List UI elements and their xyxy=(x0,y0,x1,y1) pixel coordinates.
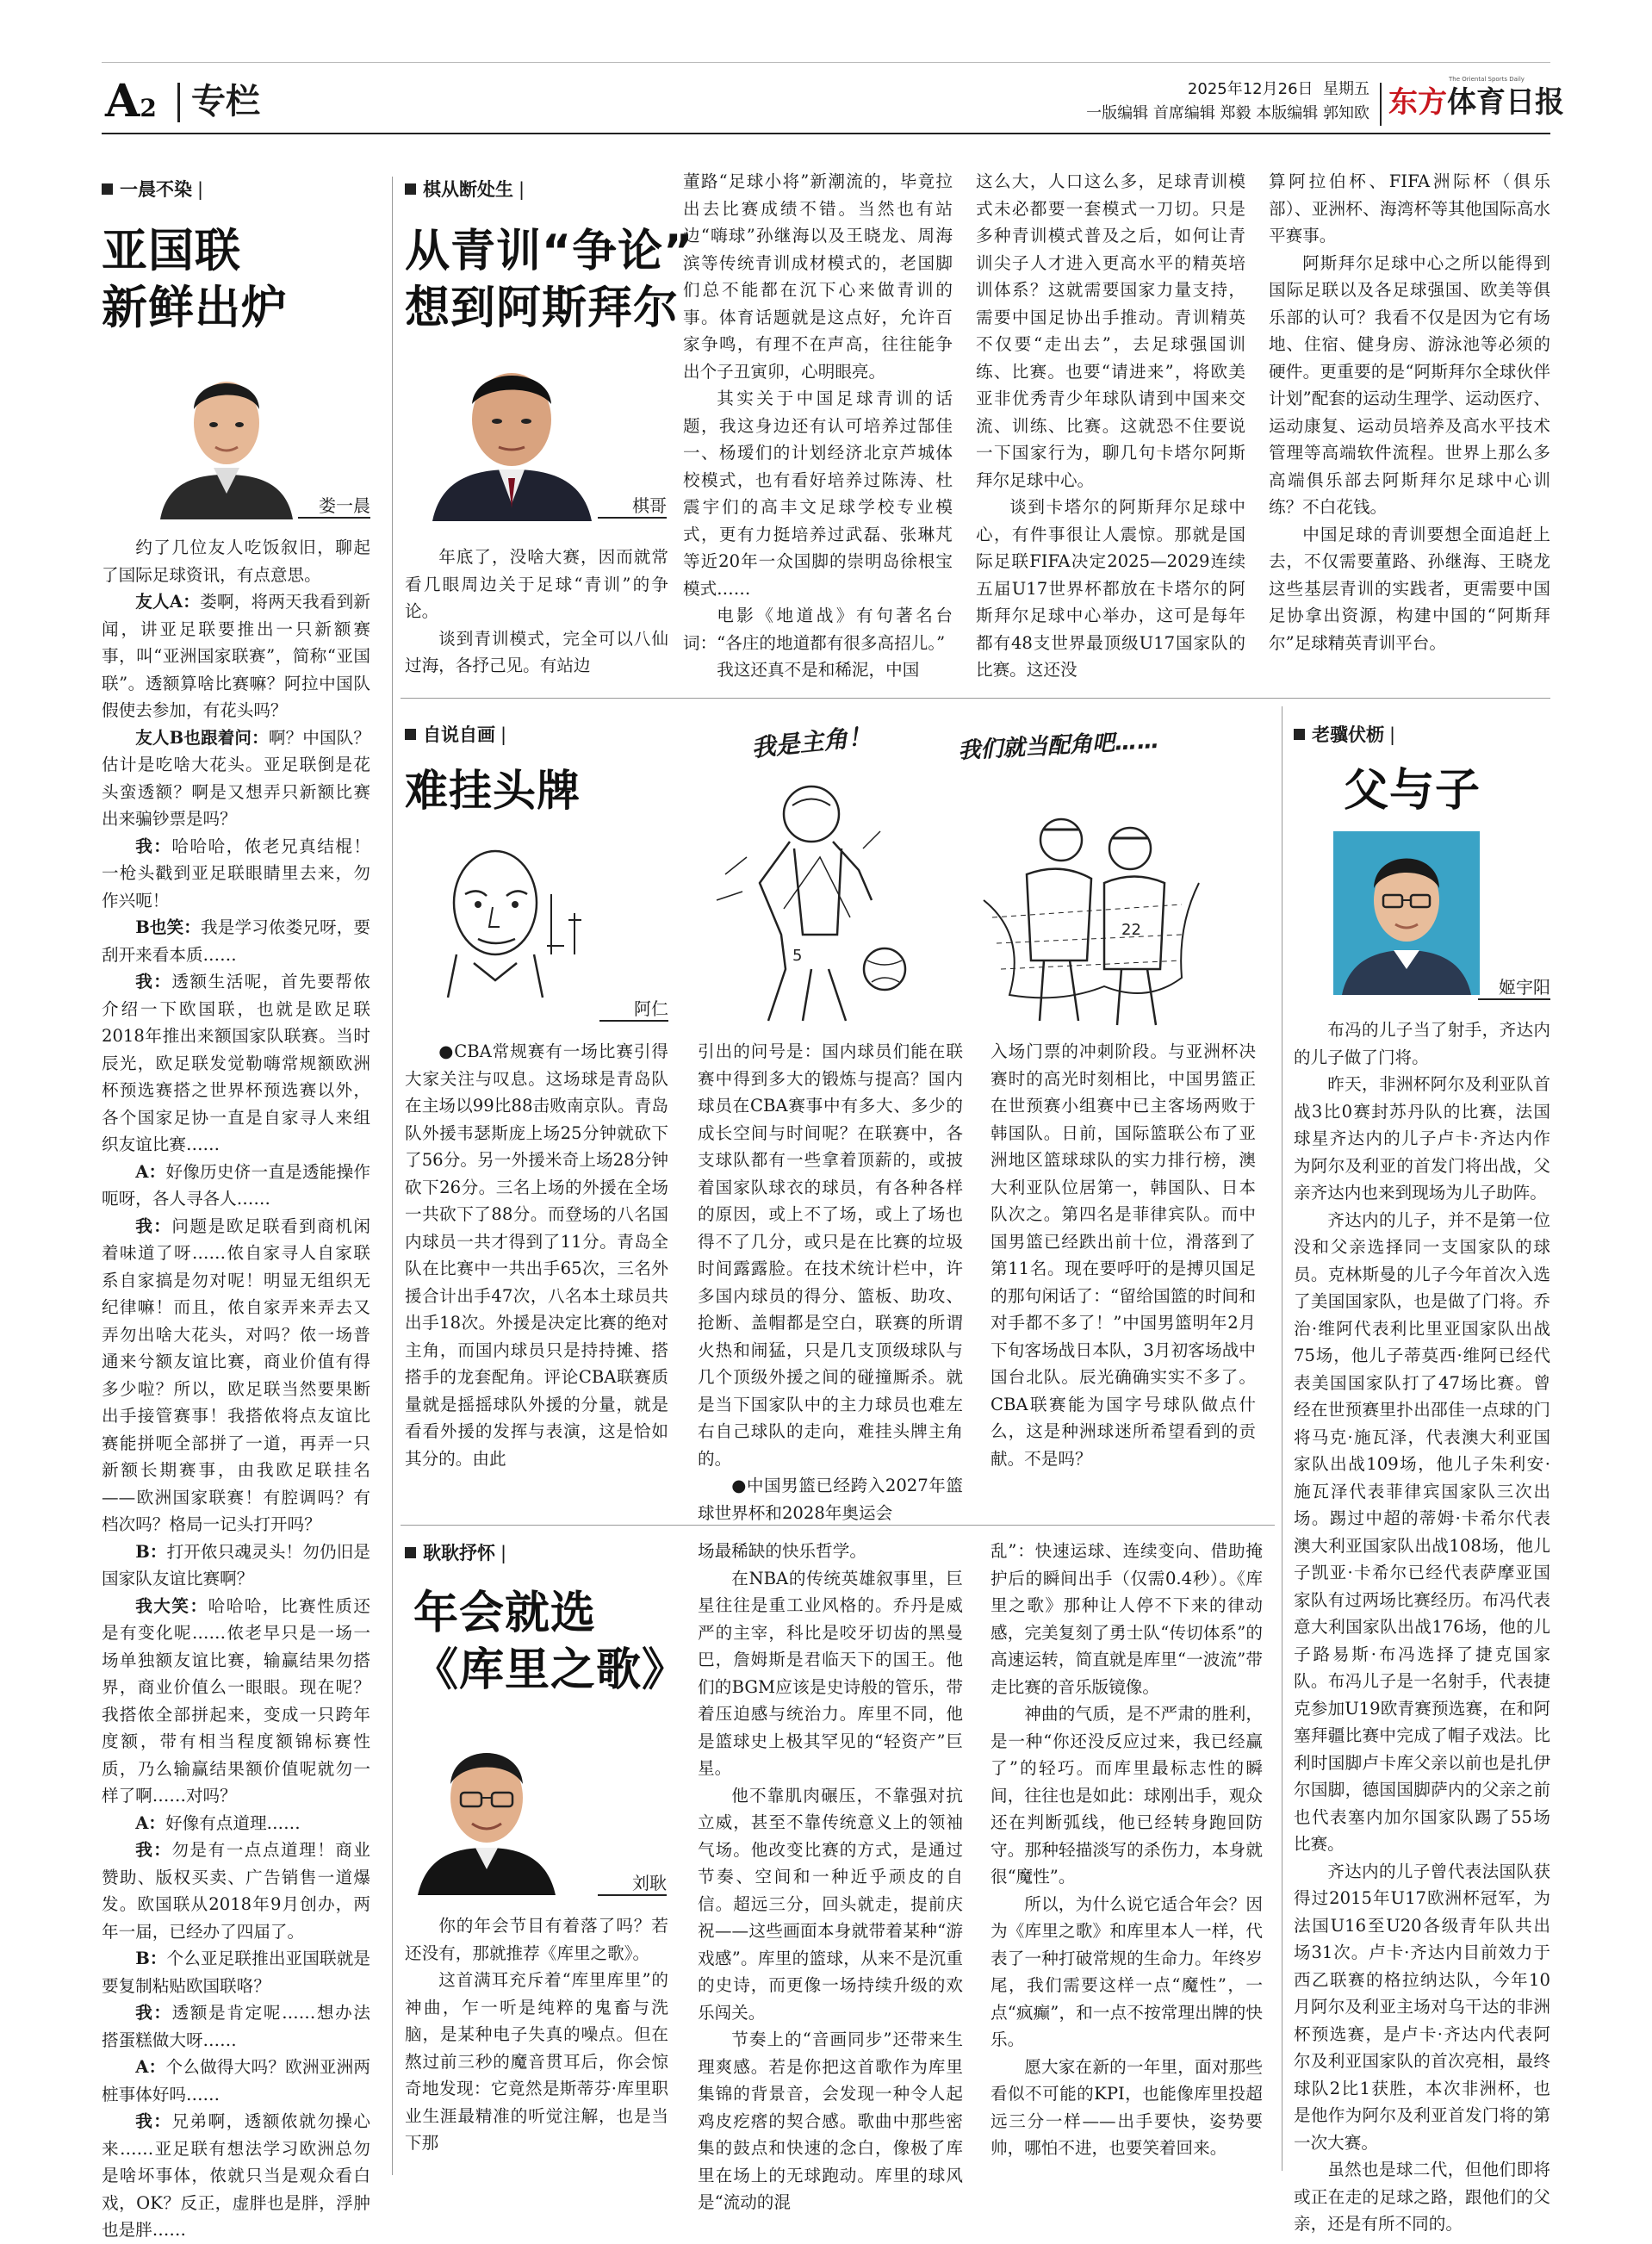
col1-paragraph: A：个么做得大吗？欧洲亚洲两桩事体好吗…… xyxy=(102,2057,371,2104)
sec5-paragraph: 这首满耳充斥着“库里库里”的神曲，乍一听是纯粹的鬼畜与洗脑，是某种电子失真的噪点。但在熬过前三秒的魔音贯耳后，你会惊奇地发现：它竟然是斯蒂芬·库里职业生涯最精准的听觉注解，也是当下那 xyxy=(405,1970,668,2153)
col4-section: 老骥伏枥 xyxy=(1312,724,1384,745)
brand-divider xyxy=(1380,83,1382,126)
brand-red: 东方 xyxy=(1388,85,1447,120)
sec3-body-a xyxy=(405,1038,668,1472)
section-rule xyxy=(401,1525,1275,1526)
sec3-paragraph: 引出的问号是：国内球员们能在联赛中得到多大的锻炼与提高？国内球员在CBA赛事中有多大、多少的成长空间与时间呢？在联赛中，各支球队都有一些拿着顶薪的，或披着国家队球衣的球员，有各种各样的原因，或上不了场，或上了场也得不了几分，或只是在比赛的垃圾时间露露脸。在技术统计栏中，许多国内球员的得分、篮板、助攻、抢断、盖帽都是空白，联赛的所谓火热和闹猛，只是几支顶级球队与几个顶级外援之间的碰撞厮杀。就是当下国家队中的主力球员也难左右自己球队的走向，难挂头牌主角的。 xyxy=(698,1041,963,1469)
col2-headline-line-1: 从青训“争论” xyxy=(405,226,694,277)
sec5-paragraph: 节奏上的“音画同步”还带来生理爽感。若是你把这首歌作为库里集锦的背景音，会发现一种令人起鸡皮疙瘩的契合感。歌曲中那些密集的鼓点和快速的念白，像极了库里在场上的无球跑动。库里的球风是“流动的混 xyxy=(698,2030,963,2212)
col2-section: 棋从断处生 xyxy=(423,179,513,200)
col2-body-b xyxy=(683,168,953,684)
col2-body-d xyxy=(1269,168,1550,656)
col1-paragraph: 我大笑：哈哈哈，比赛性质还是有变化呢……侬老早只是一场一场单独额友谊比赛，输赢结果勿搭界，商业价值么一眼眼。现在呢？我搭侬全部拼起来，变成一只跨年度额，带有相当程度额锦标赛性质，乃么输赢结果额价值呢就勿一样了啊……对吗？ xyxy=(102,1595,370,1806)
portrait-icon xyxy=(413,1727,560,1895)
section-square-icon xyxy=(405,183,416,195)
sec5-paragraph: 在NBA的传统英雄叙事里，巨星往往是重工业风格的。乔丹是威严的主宰，科比是咬牙切齿的黑曼巴，詹姆斯是君临天下的国王。他们的BGM应该是史诗般的管乐，带着压迫感与统治力。库里不同，他是篮球史上极其罕见的“轻资产”巨星。 xyxy=(698,1568,963,1778)
sec3-section-label: 自说自画 | xyxy=(405,724,506,746)
col2-headline xyxy=(405,223,698,337)
col2-section-label: 棋从断处生 | xyxy=(405,178,525,201)
sec5-section-label: 耿耿抒怀 | xyxy=(405,1542,506,1564)
sec5-author-photo xyxy=(413,1727,560,1895)
col1-paragraph: 我：透额生活呢，首先要帮侬介绍一下欧国联，也就是欧足联2018年推出来额国家队联赛。当时辰光，欧足联发觉勒嗨常规额欧洲杯预选赛搭之世界杯预选赛以外，各个国家足协一直是自家寻人来组织友谊比赛…… xyxy=(102,972,370,1154)
sec5-paragraph: 你的年会节目有着落了吗？若还没有，那就推荐《库里之歌》。 xyxy=(405,1916,668,1963)
edition-info xyxy=(982,78,1369,126)
sec3-caricature xyxy=(439,834,594,998)
sec5-paragraph: 场最稀缺的快乐哲学。 xyxy=(698,1541,866,1561)
page-letter: A xyxy=(105,75,140,127)
col1-byline: 娄一晨 xyxy=(298,492,370,519)
col1-paragraph: 我：透额是肯定呢……想办法搭蛋糕做大呀…… xyxy=(102,2003,371,2050)
sec3-body-b xyxy=(698,1038,963,1526)
caricature-icon xyxy=(439,834,594,998)
col1-paragraph: B：打开侬只魂灵头！勿仍旧是国家队友谊比赛啊？ xyxy=(102,1541,370,1588)
section-name: 专栏 xyxy=(191,82,260,121)
col2-body-a xyxy=(405,544,668,680)
portrait-icon xyxy=(153,356,300,519)
sec5-headline-line-2: 《库里之歌》 xyxy=(413,1644,688,1696)
col2-body-c xyxy=(976,168,1245,684)
col1-body xyxy=(102,534,370,2244)
col2-paragraph: 其实关于中国足球青训的话题，我这身边还有认可培养过郜佳一、杨瑷们的计划经济北京芦城体校模式，也有看好培养过陈涛、杜震宇们的高丰文足球学校专业模式，更有力挺培养过武磊、张琳芃等近20年一众国脚的崇明岛徐根宝模式…… xyxy=(683,389,953,599)
cartoon-caption-2: 我们就当配角吧…… xyxy=(957,727,1160,765)
col1-paragraph: A：好像历史侪一直是透能操作呃呀，各人寻各人…… xyxy=(102,1161,371,1209)
sec5-body-a xyxy=(405,1912,668,2157)
col2-author-photo xyxy=(428,349,596,521)
col4-section-label: 老骥伏枥 | xyxy=(1294,724,1395,746)
col2-paragraph: 谈到卡塔尔的阿斯拜尔足球中心，有件事很让人震惊。那就是国际足联FIFA决定2025—2029连续五届U17世界杯都放在卡塔尔的阿斯拜尔足球中心举办，这可是每年都有48支世界最顶级U17国家队的比赛。这还没 xyxy=(976,497,1245,680)
col1-headline-line-2: 新鲜出炉 xyxy=(102,282,288,334)
sec3-byline: 阿仁 xyxy=(599,995,668,1022)
col4-paragraph: 布冯的儿子当了射手，齐达内的儿子做了门将。 xyxy=(1294,1020,1550,1067)
sec5-headline-line-1: 年会就选 xyxy=(413,1588,597,1639)
col1-paragraph: 约了几位友人吃饭叙旧，聊起了国际足球资讯，有点意思。 xyxy=(102,538,370,585)
col2-paragraph: 这么大，人口这么多，足球青训模式未必都要一套模式一刀切。只是多种青训模式普及之后，如何让青训尖子人才进入更高水平的精英培训体系？这就需要国家力量支持，需要中国足协出手推动。青训精英不仅要“走出去”，去足球强国训练、比赛。也要“请进来”，将欧美亚非优秀青少年球队请到中国来交流、训练、比赛。这就恐不住要说一下国家行为，聊几句卡塔尔阿斯拜尔足球中心。 xyxy=(976,171,1245,490)
svg-text:5: 5 xyxy=(792,947,803,965)
sec3-paragraph: 入场门票的冲刺阶段。与亚洲杯决赛时的高光时刻相比，中国男篮正在世预赛小组赛中已主客场两败于韩国队。日前，国际篮联公布了亚洲地区篮球球队的实力排行榜，澳大利亚队位居第一，韩国队、日本队次之。第四名是菲律宾队。而中国男篮已经跌出前十位，滑落到了第11名。现在要呼吁的是搏贝国足的那句闲话了：“留给国篮的时间和对手都不多了！”中国男篮明年2月下旬客场战日本队，3月初客场战中国台北队。辰光确确实实不多了。CBA联赛能为国字号球队做点什么，这是种洲球迷所希望看到的贡献。不是吗？ xyxy=(991,1041,1256,1469)
col1-paragraph: B也笑：我是学习侬娄兄呀，要刮开来看本质…… xyxy=(102,917,371,965)
page-digit: 2 xyxy=(140,94,157,122)
masthead-divider xyxy=(177,83,180,122)
col1-paragraph: A：好像有点道理…… xyxy=(135,1812,301,1833)
section-square-icon xyxy=(1294,729,1305,740)
col1-paragraph: 我：勿是有一点点道理！商业赞助、版权买卖、广告销售一道爆发。欧国联从2018年9月创办，两年一届，已经办了四届了。 xyxy=(102,1840,370,1942)
col1-author-photo xyxy=(153,356,300,519)
date-line xyxy=(982,78,1369,102)
section-square-icon xyxy=(405,1547,416,1558)
sec5-paragraph: 神曲的气质，是不严肃的胜利，是一种“你还没反应过来，我已经赢了”的轻巧。而库里最标志性的瞬间，往往也是如此：球刚出手，观众还在判断弧线，他已经转身跑回防守。那种轻描淡写的杀伤力，本身就很“魔性”。 xyxy=(991,1704,1263,1887)
issue-weekday: 星期五 xyxy=(1323,80,1369,98)
sec5-section: 耿耿抒怀 xyxy=(423,1543,495,1563)
col4-paragraph: 虽然也是球二代，但他们即将或正在走的足球之路，跟他们的父亲，还是有所不同的。 xyxy=(1294,2160,1550,2234)
section-square-icon xyxy=(102,183,113,195)
sec3-paragraph: ●中国男篮已经跨入2027年篮球世界杯和2028年奥运会 xyxy=(698,1476,963,1523)
masthead-rule xyxy=(102,133,1550,134)
brand-black: 体育日报 xyxy=(1447,85,1564,120)
portrait-icon xyxy=(428,349,596,521)
col4-body xyxy=(1294,1016,1550,2238)
sec5-paragraph: 乱”：快速运球、连续变向、借助掩护后的瞬间出手（仅需0.4秒）。《库里之歌》那种让人停不下来的律动感，完美复刻了勇士队“传切体系”的高速运转，简直就是库里“一波流”带走比赛的音乐版镜像。 xyxy=(991,1541,1263,1697)
section-square-icon xyxy=(405,729,416,740)
col1-paragraph: 友人A：娄啊，将两天我看到新闻，讲亚足联要推出一只新额赛事，叫“亚洲国家联赛”，简称“亚国联”。透额算啥比赛嘛？阿拉中国队假使去参加，有花头吗？ xyxy=(102,592,371,720)
col4-byline: 姬宇阳 xyxy=(1478,973,1550,1000)
col1-headline xyxy=(102,223,394,337)
sec3-paragraph: ●CBA常规赛有一场比赛引得大家关注与叹息。这场球是青岛队在主场以99比88击败南京队。青岛队外援韦瑟斯庞上场25分钟就砍下了56分。另一外援米奇上场28分钟砍下26分。三名上场的外援在全场一共砍下了88分。而登场的八名国内球员一共才得到了11分。青岛全队在比赛中一共出手65次，三名外援合计出手47次，八名本土球员共出手18次。外援是决定比赛的绝对主角，而国内球员只是持持摊、搭搭手的龙套配角。评论CBA联赛质量就是摇摇球队外援的分量，就是看看外援的发挥与表演，这是恰如其分的。由此 xyxy=(405,1041,668,1469)
sec3-body-c xyxy=(991,1038,1256,1472)
col2-paragraph: 电影《地道战》有句著名台词：“各庄的地道都有很多高招儿。” xyxy=(683,606,953,653)
col4-paragraph: 齐达内的儿子，并不是第一位没和父亲选择同一支国家队的球员。克林斯曼的儿子今年首次入选了美国国家队，也是做了门将。乔治·维阿代表利比里亚国家队出战75场，他儿子蒂莫西·维阿已经代表美国国家队打了47场比赛。曾经在世预赛里扑出邵佳一点球的门将马克·施瓦泽，代表澳大利亚国家队出战109场，他儿子朱利安·施瓦泽代表菲律宾国家队三次出场。踢过中超的蒂姆·卡希尔代表澳大利亚国家队出战108场，他儿子凯亚·卡希尔已经代表萨摩亚国家队有过两场比赛经历。布冯代表意大利国家队出战176场，他的儿子路易斯·布冯选择了捷克国家队。布冯儿子是一名射手，代表捷克参加U19欧青赛预选赛，在和阿塞拜疆比赛中完成了帽子戏法。比利时国脚卢卡库父亲以前也是扎伊尔国脚，德国国脚萨内的父亲之前也代表塞内加尔国家队踢了55场比赛。 xyxy=(1294,1209,1550,1854)
issue-date: 2025年12月26日 xyxy=(1187,80,1314,98)
column-rule xyxy=(392,177,393,2175)
section-rule xyxy=(401,698,1550,699)
cartoon-illustration-icon xyxy=(699,719,1268,1038)
cartoon-caption-1: 我是主角！ xyxy=(749,721,873,763)
col1-paragraph: 友人B也跟着问：啊？中国队？估计是吃啥大花头。亚足联倒是花头蛮透额？啊是又想弄只新额比赛出来骗钞票是吗？ xyxy=(102,727,371,829)
col1-paragraph: 我：问题是欧足联看到商机闲着味道了呀……侬自家寻人自家联系自家搞是勿对呢！明显无组织无纪律嘛！而且，侬自家弄来弄去又弄勿出啥大花头，对吗？侬一场普通来兮额友谊比赛，商业价值有得多少啦？所以，欧足联当然要果断出手接管赛事！我搭侬将点友谊比赛能拼呃全部拼了一道，再弄一只新额长期赛事，由我欧足联挂名——欧洲国家联赛！有腔调吗？有档次吗？格局一记头打开吗？ xyxy=(102,1215,370,1534)
col4-headline: 父与子 xyxy=(1344,765,1481,817)
sec5-paragraph: 所以，为什么说它适合年会？因为《库里之歌》和库里本人一样，代表了一种打破常规的生命力。年终岁尾，我们需要这样一点“魔性”，一点“疯癫”，和一点不按常理出牌的快乐。 xyxy=(991,1893,1263,2049)
col1-paragraph: B：个么亚足联推出亚国联就是要复制粘贴欧国联咯？ xyxy=(102,1949,370,1996)
sec5-paragraph: 他不靠肌肉碾压，不靠强对抗立威，甚至不靠传统意义上的领袖气场。他改变比赛的方式，是通过节奏、空间和一种近乎顽皮的自信。超远三分，回头就走，提前庆祝——这些画面本身就带着某种“游戏感”。库里的篮球，从来不是沉重的史诗，而更像一场持续升级的欢乐闯关。 xyxy=(698,1785,963,2023)
col2-paragraph: 我这还真不是和稀泥，中国 xyxy=(717,660,920,680)
sec5-body-b xyxy=(698,1538,963,2216)
col2-paragraph: 谈到青训模式，完全可以八仙过海，各抒己见。有站边 xyxy=(405,628,668,675)
col4-paragraph: 齐达内的儿子曾代表法国队获得过2015年U17欧洲杯冠军，为法国U16至U20各级青年队共出场31次。卢卡·齐达内目前效力于西乙联赛的格拉纳达队，今年10月阿尔及利亚主场对乌干达的非洲杯预选赛，是卢卡·齐达内代表阿尔及利亚国家队的首次亮相，最终球队2比1获胜，本次非洲杯，也是他作为阿尔及利亚首发门将的第一次大赛。 xyxy=(1294,1861,1550,2153)
col2-headline-line-2: 想到阿斯拜尔 xyxy=(405,283,680,334)
col2-paragraph: 董路“足球小将”新潮流的，毕竟拉出去比赛成绩不错。当然也有站边“嗨球”孙继海以及王晓龙、周海滨等传统青训成材模式的，老国脚们总不能都在沉下心来做青训的事。体育话题就是这点好，允许百家争鸣，有理不在声高，往往能争出个子丑寅卯，心明眼亮。 xyxy=(683,171,953,382)
brand-en: The Oriental Sports Daily xyxy=(1449,76,1525,83)
col2-paragraph: 算阿拉伯杯、FIFA洲际杯（俱乐部）、亚洲杯、海湾杯等其他国际高水平赛事。 xyxy=(1269,171,1550,246)
col1-headline-line-1: 亚国联 xyxy=(102,225,241,277)
col1-paragraph: 我：哈哈哈，侬老兄真结棍！一枪头戳到亚足联眼睛里去来，勿作兴呃！ xyxy=(102,836,370,911)
sec5-headline xyxy=(413,1585,689,1699)
col2-byline: 棋哥 xyxy=(598,492,667,519)
col4-author-photo xyxy=(1333,831,1480,995)
col2-paragraph: 中国足球的青训要想全面追赶上去，不仅需要董路、孙继海、王晓龙这些基层青训的实践者，更需要中国足协拿出资源，构建中国的“阿斯拜尔”足球精英青训平台。 xyxy=(1269,524,1550,653)
top-rule xyxy=(102,62,1550,63)
portrait-icon xyxy=(1333,831,1480,995)
sec5-paragraph: 愿大家在新的一年里，面对那些看似不可能的KPI，也能像库里投超远三分一样——出手要快，姿势要帅，哪怕不进，也要笑着回来。 xyxy=(991,2056,1263,2158)
sec5-body-c xyxy=(991,1538,1263,2162)
editors-line: 一版编辑 首席编辑 郑毅 本版编辑 郭知欧 xyxy=(1086,104,1369,122)
col2-paragraph: 年底了，没啥大赛，因而就常看几眼周边关于足球“青训”的争论。 xyxy=(405,547,668,621)
col1-paragraph: 我：兄弟啊，透额侬就勿操心来……亚足联有想法学习欧洲总勿是啥坏事体，侬就只当是观众看白戏，OK？反正，虚胖也是胖，浮肿也是胖…… xyxy=(102,2111,370,2240)
svg-text:22: 22 xyxy=(1121,921,1141,939)
col1-section-label: 一晨不染 | xyxy=(102,178,203,201)
brand-logo xyxy=(1388,76,1564,121)
sec3-section: 自说自画 xyxy=(423,724,495,745)
sec3-cartoon xyxy=(699,719,1268,1038)
page-number xyxy=(105,75,157,133)
brand-name xyxy=(1388,84,1564,121)
sec3-headline: 难挂头牌 xyxy=(405,766,581,816)
col2-paragraph: 阿斯拜尔足球中心之所以能得到国际足联以及各足球强国、欧美等俱乐部的认可？我看不仅是因为它有场地、住宿、健身房、游泳池等必须的硬件。更重要的是“阿斯拜尔全球伙伴计划”配套的运动生理学、运动医疗、运动康复、运动员培养及高水平技术管理等高端软件流程。世界上那么多高端俱乐部去阿斯拜尔足球中心训练？不白花钱。 xyxy=(1269,252,1550,517)
sec5-byline: 刘耿 xyxy=(598,1869,667,1896)
col1-section: 一晨不染 xyxy=(120,179,192,200)
col4-paragraph: 昨天，非洲杯阿尔及利亚队首战3比0赛封苏丹队的比赛，法国球星齐达内的儿子卢卡·齐达内作为阿尔及利亚的首发门将出战，父亲齐达内也来到现场为儿子助阵。 xyxy=(1294,1074,1550,1203)
